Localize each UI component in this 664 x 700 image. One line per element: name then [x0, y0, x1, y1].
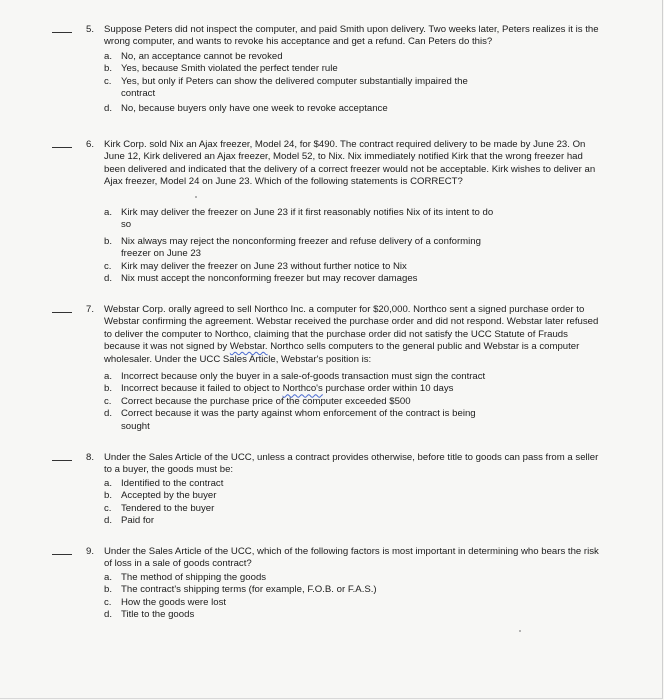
answer-blank[interactable]: [52, 460, 72, 461]
option-a: a. The method of shipping the goods: [104, 572, 267, 583]
option-c: c. Correct because the purchase price of the computer exceeded $500: [104, 395, 411, 407]
option-c: c. How the goods were lost: [104, 596, 227, 608]
answer-blank[interactable]: [52, 554, 72, 555]
options-list: [104, 478, 223, 528]
option-b: b. Nix always may reject the nonconforming freezer and refuse delivery of a conforming freezer on June 23: [104, 235, 481, 260]
question-stem: Under the Sales Article of the UCC, unless a contract provides otherwise, before title to goods can pass from a seller to a buyer, the goods must be:: [104, 452, 599, 476]
stray-mark: [519, 630, 521, 632]
option-d: d. Title to the goods: [104, 609, 195, 621]
option-a: a. No, an acceptance cannot be revoked: [104, 51, 283, 62]
question-stem: Suppose Peters did not inspect the computer, and paid Smith upon delivery. Two weeks later, Peters realizes it is the wrong computer, and wants to revoke his acceptance and get a refund. Can Peters do this?: [104, 24, 599, 48]
options-list: [104, 207, 493, 285]
option-a: a. Incorrect because only the buyer in a sale-of-goods transaction must sign the contract: [104, 371, 486, 382]
answer-blank[interactable]: [52, 32, 72, 33]
option-d: d. Paid for: [104, 515, 155, 527]
question-stem: Kirk Corp. sold Nix an Ajax freezer, Model 24, for $490. The contract required delivery to be made by June 23. On June 12, Kirk delivered an Ajax freezer, Model 52, to Nix. Nix immediately notified Kirk that the wrong freezer had been delivered and indicated that the delivery of a correct freezer would not be acceptable. Kirk wishes to deliver an Ajax freezer, Model 24 on June 23. Which of the following statements is CORRECT?: [104, 139, 596, 188]
option-d: d. Correct because it was the party against whom enforcement of the contract is being sought: [104, 408, 476, 432]
options-list: [104, 572, 377, 622]
options-list: [104, 371, 485, 433]
question-number: 5.: [86, 24, 95, 35]
option-a: a. Kirk may deliver the freezer on June 23 if it first reasonably notifies Nix of its intent to do so: [104, 207, 494, 231]
question-stem: Under the Sales Article of the UCC, which of the following factors is most important in determining who bears the risk of loss in a sale of goods contract?: [104, 546, 599, 570]
option-b: b. The contract's shipping terms (for example, F.O.B. or F.A.S.): [104, 584, 377, 596]
option-d: d. No, because buyers only have one week to revoke acceptance: [104, 102, 388, 114]
option-c: c. Tendered to the buyer: [104, 502, 215, 514]
question-stem: Webstar Corp. orally agreed to sell Northco Inc. a computer for $20,000. Northco sent a signed purchase order to Webstar confirming the agreement. Webstar received the purchase order and did not respond. Webstar later refused to deliver the computer to Northco, claiming that the purchase order did not satisfy the UCC Statute of Frauds because it was not signed by Webstar. Northco sells computers to the general public and Webstar is a computer wholesaler. Under the UCC Sales Article, Webstar's position is:: [104, 304, 599, 365]
option-c: c. Kirk may deliver the freezer on June 23 without further notice to Nix: [104, 260, 407, 272]
option-c: c. Yes, but only if Peters can show the delivered computer substantially impaired the contract: [104, 75, 468, 100]
option-a: a. Identified to the contract: [104, 478, 224, 489]
question-number: 6.: [86, 139, 95, 150]
question-number: 8.: [86, 452, 95, 463]
question-number: 7.: [86, 304, 95, 315]
stray-mark: [195, 196, 197, 198]
answer-blank[interactable]: [52, 147, 72, 148]
option-b: b. Yes, because Smith violated the perfect tender rule: [104, 63, 338, 75]
option-b: b. Accepted by the buyer: [104, 490, 217, 502]
options-list: [104, 51, 468, 115]
option-d: d. Nix must accept the nonconforming freezer but may recover damages: [104, 273, 418, 285]
answer-blank[interactable]: [52, 312, 72, 313]
option-b: b. Incorrect because it failed to object to Northco's purchase order within 10 days: [104, 383, 454, 395]
question-number: 9.: [86, 546, 95, 557]
